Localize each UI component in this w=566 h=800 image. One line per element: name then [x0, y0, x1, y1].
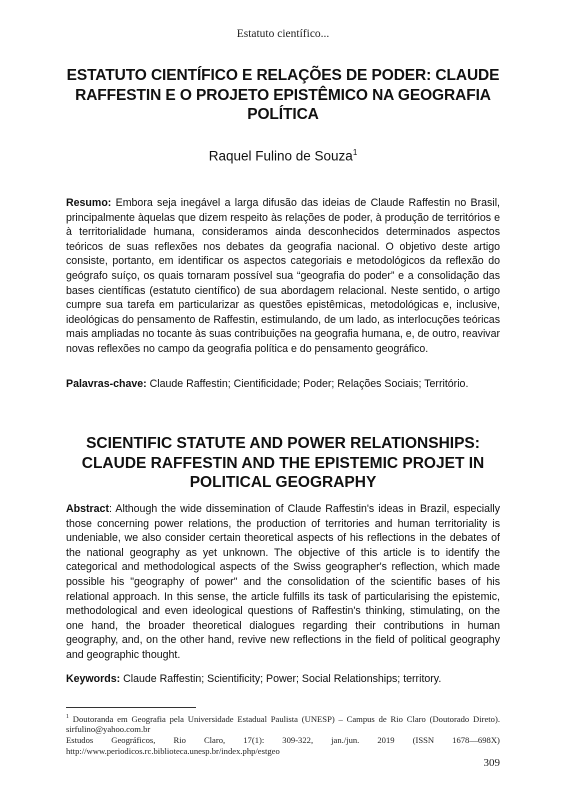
footnote-divider	[66, 707, 196, 708]
resumo-label: Resumo:	[66, 197, 112, 209]
journal-part: jan./jun.	[331, 735, 360, 746]
article-title-portuguese: ESTATUTO CIENTÍFICO E RELAÇÕES DE PODER: CLAUDE RAFFESTIN E O PROJETO EPISTÊMICO NA GEOGRAFIA POLÍTICA	[66, 67, 500, 123]
palavras-chave-label: Palavras-chave:	[66, 378, 147, 390]
journal-citation	[66, 735, 500, 746]
footnote-text: Doutoranda em Geografia pela Universidade Estadual Paulista (UNESP) – Campus de Rio Claro (Doutorado Direto). sirfulino@yahoo.com.br	[66, 713, 500, 735]
footnote-marker: 1	[66, 714, 69, 720]
journal-part: 17(1):	[243, 735, 265, 746]
journal-part: 1678—698X)	[452, 735, 500, 746]
footnote-1	[66, 712, 500, 735]
page-number: 309	[483, 757, 500, 769]
palavras-chave-paragraph	[66, 377, 500, 392]
resumo-paragraph	[66, 196, 500, 357]
running-head: Estatuto científico...	[236, 28, 330, 40]
footnotes	[66, 712, 500, 756]
keywords-paragraph	[66, 672, 500, 687]
journal-url[interactable]: http://www.periodicos.rc.biblioteca.unesp.br/index.php/estgeo	[66, 745, 280, 756]
journal-part: Claro,	[203, 735, 226, 746]
journal-part: (ISSN	[412, 735, 435, 746]
journal-part: Rio	[173, 735, 186, 746]
journal-part: Geográficos,	[111, 735, 156, 746]
author-line	[0, 148, 566, 164]
article-title-english: SCIENTIFIC STATUTE AND POWER RELATIONSHIPS: CLAUDE RAFFESTIN AND THE EPISTEMIC PROJET IN POLITICAL GEOGRAPHY	[81, 435, 485, 491]
abstract-label: Abstract	[66, 503, 109, 515]
abstract-paragraph	[66, 502, 500, 663]
abstract-text: : Although the wide dissemination of Claude Raffestin's ideas in Brazil, especially those concerning power relations, the production of territories and human territoriality is undeniable, we also consider certain theoretical aspects of his reflections in the debates of the national geography as yet unknown. The objective of this article is to identify the categorical and methodological aspects of the Swiss geographer's reflection, which made possible his "geography of power" and the consolidation of the scientific bases of his relational approach. In this sense, the article fulfills its task of particularising the epistemic, methodological and even ideological questions of Raffestin's thinking, stimulating, on the one hand, the broader theoretical dialogues regarding their contributions in human geography, and, on the other hand, revive new reflections in the field of political geography and geographic thought.	[66, 503, 500, 661]
journal-part: 309-322,	[282, 735, 314, 746]
palavras-chave-text: Claude Raffestin; Cientificidade; Poder; Relações Sociais; Território.	[146, 378, 469, 390]
keywords-label: Keywords:	[66, 673, 121, 685]
author-name: Raquel Fulino de Souza	[208, 148, 353, 164]
journal-part: Estudos	[66, 735, 94, 746]
author-footnote-marker: 1	[352, 148, 358, 157]
journal-part: 2019	[377, 735, 395, 746]
resumo-text: Embora seja inegável a larga difusão das ideias de Claude Raffestin no Brasil, principalmente àquelas que dizem respeito às relações de poder, à produção de territórios e à territorialidade humana, consideramos ainda desconhecidos determinados aspectos teóricos de suas reflexões nos debates da geografia nacional. O objetivo deste artigo consiste, portanto, em identificar os aspectos categoriais e metodológicos da reflexão do geógrafo suíço, os quais tornaram possível sua “geografia do poder” e a consolidação das bases científicas (estatuto científico) de sua abordagem relacional. Neste sentido, o artigo cumpre sua tarefa em particularizar as questões epistêmicas, metodológicas e, inclusive, ideológicas do pensamento de Raffestin, estimulando, de um lado, as interlocuções teóricas mais ampliadas no tocante às suas contribuições na geografia humana, e, de outro, reavivar novas reflexões no campo da geografia política e do pensamento geográfico.	[66, 197, 501, 355]
keywords-text: Claude Raffestin; Scientificity; Power; Social Relationships; territory.	[120, 673, 442, 685]
